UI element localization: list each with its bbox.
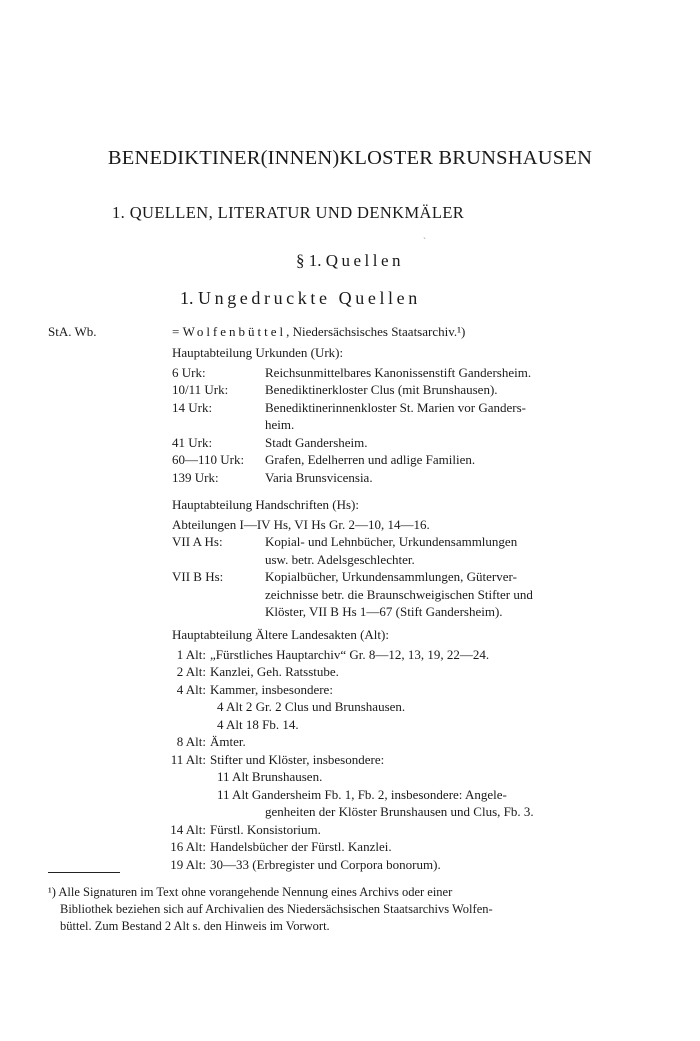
hs-value: Klöster, VII B Hs 1—67 (Stift Gandersheim).	[265, 604, 503, 619]
alt-value: Kammer, insbesondere:	[210, 681, 333, 697]
section-word: Quellen	[325, 251, 405, 270]
footnote-line: ¹) Alle Signaturen im Text ohne vorangehende Nennung eines Archivs oder einer	[48, 885, 453, 899]
urk-key: 60—110 Urk:	[172, 452, 245, 467]
alt-value: Ämter.	[210, 734, 246, 749]
hs-heading: Hauptabteilung Handschriften (Hs):	[172, 497, 360, 512]
alt-key: 16 Alt:	[170, 839, 206, 854]
archive-rest: , Niedersächsisches Staatsarchiv.¹)	[286, 324, 466, 339]
urk-value: Varia Brunsvicensia.	[265, 469, 373, 485]
alt-key: 11 Alt:	[170, 751, 206, 767]
alt-key: 2 Alt:	[176, 664, 206, 679]
section-heading	[0, 251, 700, 271]
footnote-rule	[48, 872, 120, 873]
alt-value: Stifter und Klöster, insbesondere:	[210, 751, 385, 767]
alt-key: 1 Alt:	[176, 646, 206, 662]
archive-sigla: StA. Wb.	[48, 324, 97, 339]
alt-value: Fürstl. Konsistorium.	[210, 821, 321, 837]
alt-value: „Fürstliches Hauptarchiv“ Gr. 8—12, 13, 19, 22—24.	[210, 646, 490, 662]
urk-value: heim.	[265, 417, 295, 432]
urk-heading: Hauptabteilung Urkunden (Urk):	[172, 345, 344, 360]
alt-key: 4 Alt:	[176, 681, 206, 697]
alt-subentry: 4 Alt 18 Fb. 14.	[217, 716, 299, 732]
urk-key: 139 Urk:	[172, 469, 219, 485]
alt-value: Handelsbücher der Fürstl. Kanzlei.	[210, 839, 392, 854]
alt-value: 30—33 (Erbregister und Corpora bonorum).	[210, 856, 441, 872]
section-mark: § 1.	[295, 251, 322, 270]
alt-subentry: 11 Alt Brunshausen.	[217, 769, 323, 784]
hs-value: Kopialbücher, Urkundensammlungen, Güterver-	[265, 569, 517, 584]
alt-subentry: 4 Alt 2 Gr. 2 Clus und Brunshausen.	[217, 699, 406, 714]
print-mark: ˋ	[423, 236, 426, 246]
alt-key: 8 Alt:	[176, 734, 206, 749]
hs-value: usw. betr. Adelsgeschlechter.	[265, 551, 415, 567]
chapter-heading: 1. QUELLEN, LITERATUR UND DENKMÄLER	[112, 203, 465, 222]
hs-value: zeichnisse betr. die Braunschweigischen Stifter und	[265, 586, 533, 602]
archive-place: Wolfenbüttel	[182, 324, 287, 339]
alt-heading: Hauptabteilung Ältere Landesakten (Alt):	[172, 627, 389, 642]
alt-subentry: 11 Alt Gandersheim Fb. 1, Fb. 2, insbesondere: Angele-	[217, 786, 507, 802]
hs-value: Kopial- und Lehnbücher, Urkundensammlungen	[265, 534, 518, 549]
alt-key: 14 Alt:	[170, 821, 206, 837]
page-title: BENEDIKTINER(INNEN)KLOSTER BRUNSHAUSEN	[107, 147, 593, 169]
urk-key: 41 Urk:	[172, 434, 213, 450]
archive-line	[172, 324, 465, 340]
urk-value: Grafen, Edelherren und adlige Familien.	[265, 452, 476, 467]
hs-line: Abteilungen I—IV Hs, VI Hs Gr. 2—10, 14—16.	[172, 516, 430, 532]
urk-key: 14 Urk:	[172, 399, 213, 415]
archive-prefix: =	[172, 324, 183, 339]
urk-value: Benediktinerkloster Clus (mit Brunshausen).	[265, 382, 498, 397]
subsection-heading	[180, 288, 421, 309]
footnote-line: Bibliothek beziehen sich auf Archivalien des Niedersächsischen Staatsarchivs Wolfen-	[60, 902, 493, 916]
urk-value: Stadt Gandersheim.	[265, 434, 368, 450]
subsection-number: 1.	[180, 288, 194, 308]
subsection-word: Ungedruckte Quellen	[198, 288, 421, 308]
alt-key: 19 Alt:	[170, 856, 206, 872]
urk-key: 6 Urk:	[172, 364, 206, 380]
urk-value: Benediktinerinnenkloster St. Marien vor Ganders-	[265, 399, 527, 415]
hs-key: VII A Hs:	[172, 534, 223, 549]
alt-value: Kanzlei, Geh. Ratsstube.	[210, 664, 339, 679]
alt-subentry-cont: genheiten der Klöster Brunshausen und Clus, Fb. 3.	[265, 804, 534, 819]
urk-key: 10/11 Urk:	[172, 382, 229, 397]
footnote-line: büttel. Zum Bestand 2 Alt s. den Hinweis im Vorwort.	[60, 919, 330, 933]
urk-value: Reichsunmittelbares Kanonissenstift Gandersheim.	[265, 364, 532, 380]
hs-key: VII B Hs:	[172, 569, 224, 584]
